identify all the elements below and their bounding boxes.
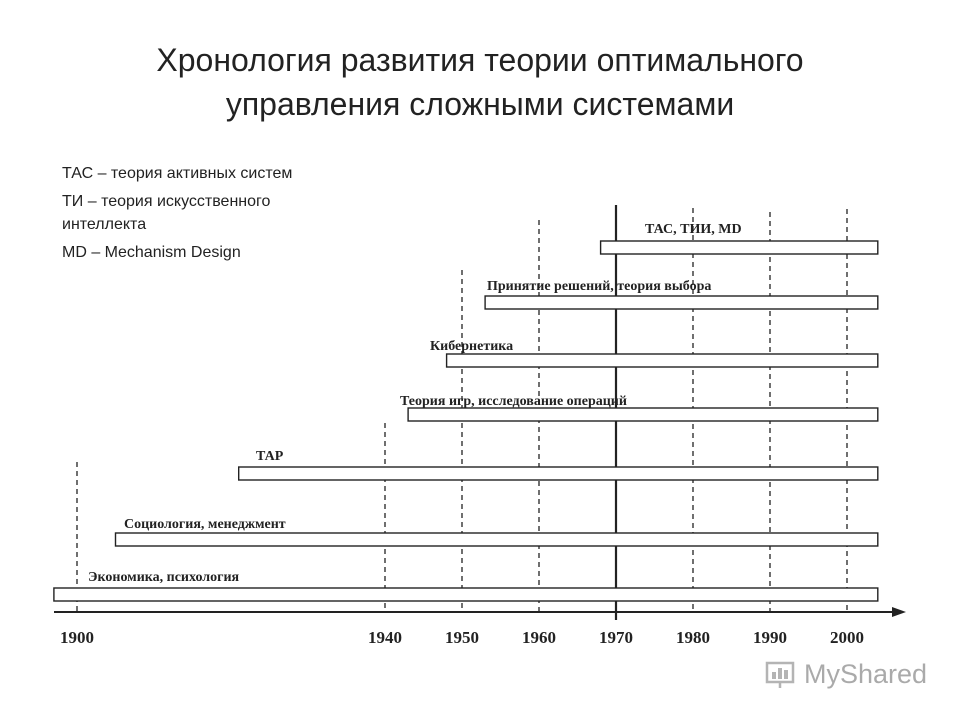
timeline-bar-label: Социология, менеджмент <box>124 517 286 532</box>
timeline-bar <box>485 296 878 309</box>
timeline-bar-label: ТАС, ТИИ, MD <box>645 222 742 237</box>
watermark <box>764 656 927 692</box>
timeline-bar-label: Принятие решений, теория выбора <box>487 279 712 294</box>
timeline-bar <box>116 533 878 546</box>
timeline-bar-label: ТАР <box>256 449 284 464</box>
x-tick-label: 1970 <box>599 628 633 647</box>
timeline-bar <box>408 408 878 421</box>
timeline-bar <box>601 241 878 254</box>
timeline-bar-label: Кибернетика <box>430 339 514 354</box>
title-line-1: Хронология развития теории оптимального <box>156 42 804 78</box>
timeline-bar-label: Экономика, психология <box>88 570 240 585</box>
timeline-bar <box>239 467 878 480</box>
x-tick-label: 1960 <box>522 628 556 647</box>
legend-item-ti: ТИ – теория искусственного интеллекта <box>62 193 271 233</box>
x-tick-label: 1900 <box>60 628 94 647</box>
x-tick-label: 1980 <box>676 628 710 647</box>
x-axis-arrow <box>892 607 906 617</box>
legend-item-md: MD – Mechanism Design <box>62 244 241 262</box>
presentation-icon <box>764 659 798 689</box>
watermark-text: MyShared <box>804 658 928 689</box>
x-tick-label: 1950 <box>445 628 479 647</box>
legend-item-tas: ТАС – теория активных систем <box>62 165 293 182</box>
timeline-bar <box>54 588 878 601</box>
timeline-bar <box>447 354 878 367</box>
timeline-bar-label: Теория игр, исследование операций <box>400 394 627 409</box>
x-tick-label: 1940 <box>368 628 402 647</box>
x-tick-label: 1990 <box>753 628 787 647</box>
x-tick-label: 2000 <box>830 628 864 647</box>
title-line-2: управления сложными системами <box>225 86 735 123</box>
